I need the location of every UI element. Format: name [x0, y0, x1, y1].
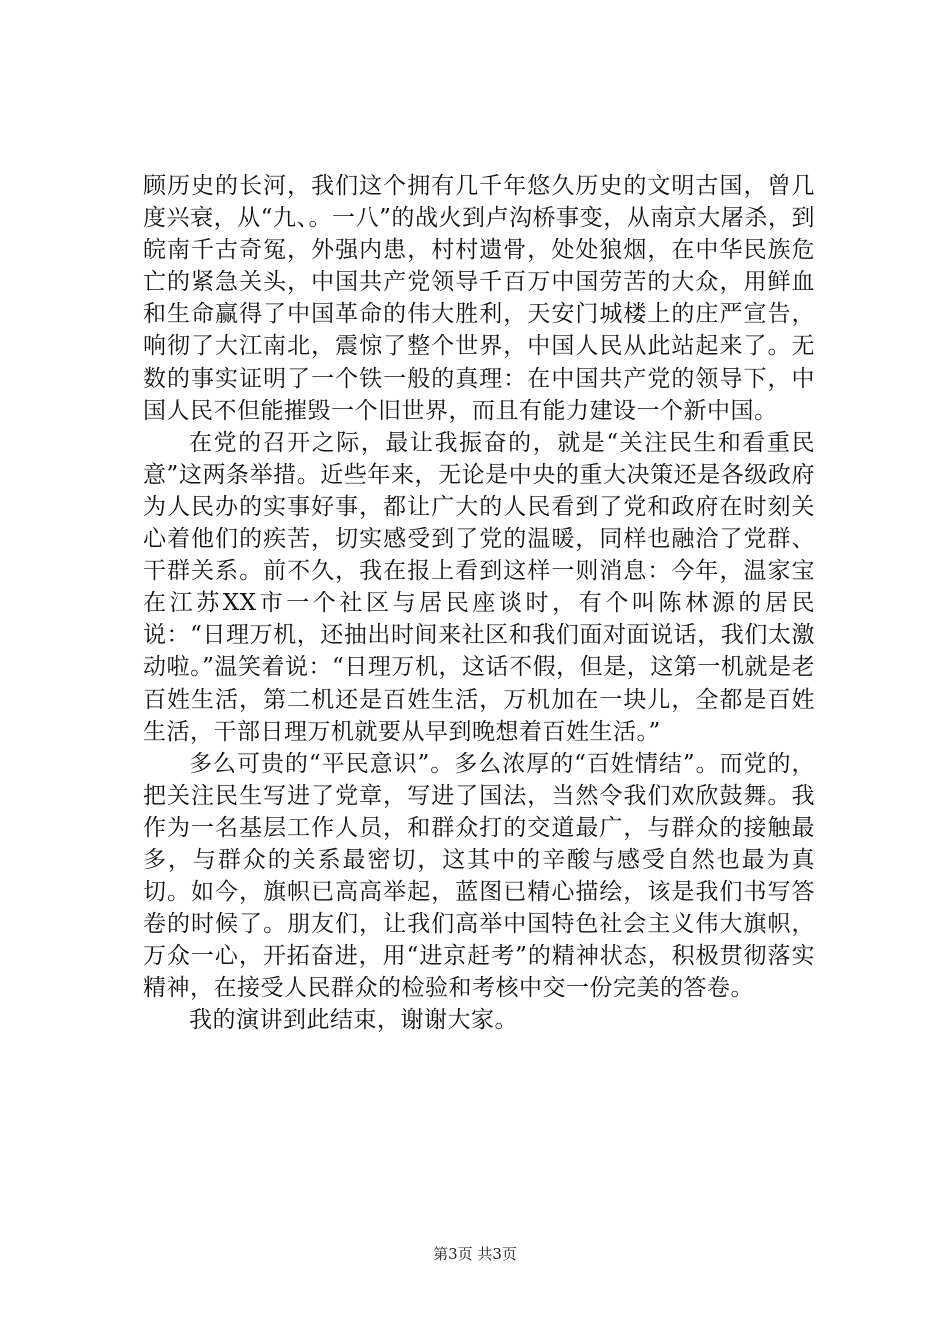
paragraph-livelihood: 在党的召开之际，最让我振奋的，就是“关注民生和看重民意”这两条举措。近些年来，无论是中央的重大决策还是各级政府为人民办的实事好事，都让广大的人民看到了党和政府在时刻关心着他们的疾苦，切实感受到了党的温暖，同样也融洽了党群、干群关系。前不久，我在报上看到这样一则消息：今年，温家宝在江苏XX市一个社区与居民座谈时，有个叫陈林源的居民说：“日理万机，还抽出时间来社区和我们面对面说话，我们太激动啦。”温笑着说：“日理万机，这话不假，但是，这第一机就是老百姓生活，第二机还是百姓生活，万机加在一块儿，全都是百姓生活，干部日理万机就要从早到晚想着百姓生活。” [143, 429, 815, 745]
paragraph-closing: 我的演讲到此结束，谢谢大家。 [189, 1007, 518, 1034]
document-body [143, 170, 815, 1037]
page-number-footer: 第3页 共3页 [433, 1245, 517, 1263]
paragraph-history: 顾历史的长河，我们这个拥有几千年悠久历史的文明古国，曾几度兴衰，从“九、。一八”的战火到卢沟桥事变，从南京大屠杀，到皖南千古奇冤，外强内患，村村遗骨，处处狼烟，在中华民族危亡的紧急关头，中国共产党领导千百万中国劳苦的大众，用鲜血和生命赢得了中国革命的伟大胜利，天安门城楼上的庄严宣告，响彻了大江南北，震惊了整个世界，中国人民从此站起来了。无数的事实证明了一个铁一般的真理：在中国共产党的领导下，中国人民不但能摧毁一个旧世界，而且有能力建设一个新中国。 [143, 173, 815, 424]
paragraph-civilian-awareness: 多么可贵的“平民意识”。多么浓厚的“百姓情结”。而党的，把关注民生写进了党章，写进了国法，当然令我们欢欣鼓舞。我作为一名基层工作人员，和群众打的交道最广，与群众的接触最多，与群众的关系最密切，这其中的辛酸与感受自然也最为真切。如今，旗帜已高高举起，蓝图已精心描绘，该是我们书写答卷的时候了。朋友们，让我们高举中国特色社会主义伟大旗帜，万众一心，开拓奋进，用“进京赶考”的精神状态，积极贯彻落实精神，在接受人民群众的检验和考核中交一份完美的答卷。 [143, 750, 815, 1002]
